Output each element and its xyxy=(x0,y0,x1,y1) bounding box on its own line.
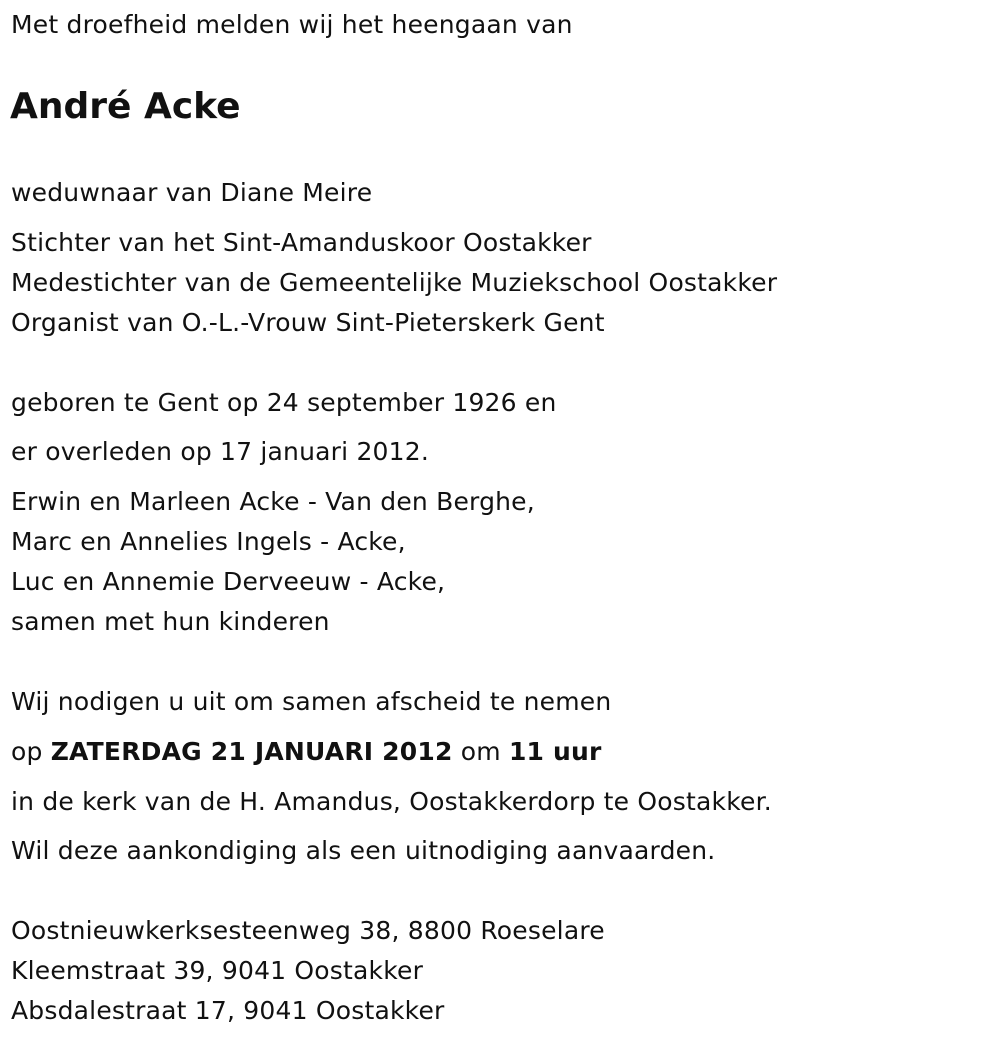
invite-line: Wij nodigen u uit om samen afscheid te nemen xyxy=(11,687,612,716)
ceremony-line xyxy=(11,737,602,767)
address-line: Oostnieuwkerksesteenweg 38, 8800 Roeselare xyxy=(11,916,605,945)
deceased-name: André Acke xyxy=(10,86,241,127)
ceremony-prefix: op xyxy=(11,737,43,766)
intro-line: Met droefheid melden wij het heengaan van xyxy=(11,10,573,39)
role-line: Stichter van het Sint-Amanduskoor Oostakker xyxy=(11,228,592,257)
family-line: Erwin en Marleen Acke - Van den Berghe, xyxy=(11,487,535,516)
died-line: er overleden op 17 januari 2012. xyxy=(11,437,430,466)
family-line: samen met hun kinderen xyxy=(11,607,330,636)
address-line: Absdalestraat 17, 9041 Oostakker xyxy=(11,996,445,1025)
family-line: Luc en Annemie Derveeuw - Acke, xyxy=(11,567,446,596)
ceremony-date: ZATERDAG 21 JANUARI 2012 xyxy=(50,737,453,766)
role-line: Organist van O.-L.-Vrouw Sint-Pieterskerk Gent xyxy=(11,308,605,337)
role-line: Medestichter van de Gemeentelijke Muziekschool Oostakker xyxy=(11,268,778,297)
address-line: Kleemstraat 39, 9041 Oostakker xyxy=(11,956,424,985)
widower-line: weduwnaar van Diane Meire xyxy=(11,178,373,207)
born-line: geboren te Gent op 24 september 1926 en xyxy=(11,388,557,417)
ceremony-time: 11 uur xyxy=(508,737,602,766)
location-line: in de kerk van de H. Amandus, Oostakkerdorp te Oostakker. xyxy=(11,787,772,816)
notice-line: Wil deze aankondiging als een uitnodiging aanvaarden. xyxy=(11,836,716,865)
ceremony-middle: om xyxy=(460,737,501,766)
family-line: Marc en Annelies Ingels - Acke, xyxy=(11,527,406,556)
